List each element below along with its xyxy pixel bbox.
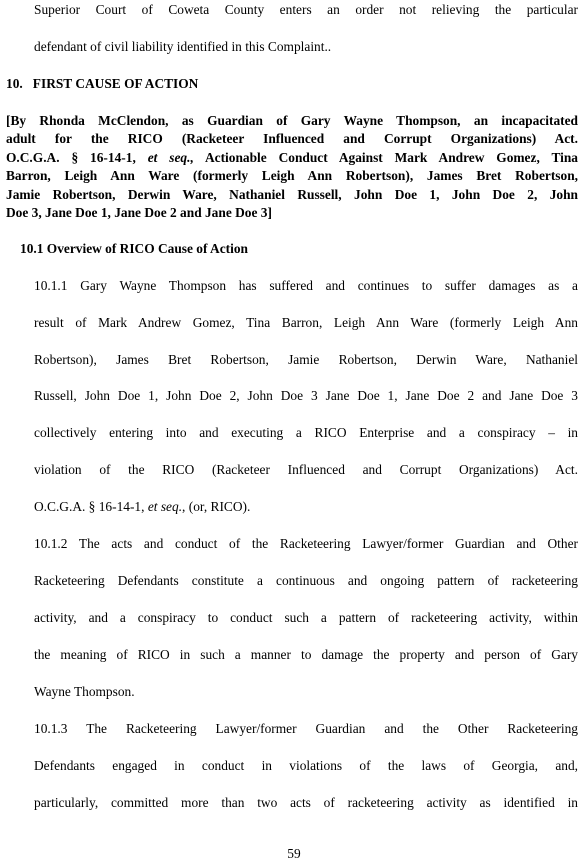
subsection-heading: 10.1 Overview of RICO Cause of Action	[20, 241, 248, 256]
continuation-line: Superior Court of Coweta County enters an order not relieving the particular	[34, 2, 578, 17]
paragraph-line: 10.1.1 Gary Wayne Thompson has suffered and continues to suffer damages as a	[34, 278, 578, 293]
section-number: 10.	[6, 76, 23, 91]
caption-line: O.C.G.A. § 16-14-1, et seq., Actionable Conduct Against Mark Andrew Gomez, Tina	[6, 150, 578, 165]
paragraph-line: O.C.G.A. § 16-14-1, et seq., (or, RICO).	[34, 499, 251, 514]
caption-line: Jamie Robertson, Derwin Ware, Nathaniel Russell, John Doe 1, John Doe 2, John	[6, 187, 578, 202]
paragraph-line: Defendants engaged in conduct in violations of the laws of Georgia, and,	[34, 758, 578, 773]
paragraph-line: Russell, John Doe 1, John Doe 2, John Doe 3 Jane Doe 1, Jane Doe 2 and Jane Doe 3	[34, 388, 578, 403]
paragraph-line: collectively entering into and executing a RICO Enterprise and a conspiracy – in	[34, 425, 578, 440]
caption-line: [By Rhonda McClendon, as Guardian of Gary Wayne Thompson, an incapacitated	[6, 113, 578, 128]
caption-line: Doe 3, Jane Doe 1, Jane Doe 2 and Jane Doe 3]	[6, 205, 272, 220]
section-heading	[6, 76, 198, 92]
paragraph-line: violation of the RICO (Racketeer Influenced and Corrupt Organizations) Act.	[34, 462, 578, 477]
paragraph-line: result of Mark Andrew Gomez, Tina Barron, Leigh Ann Ware (formerly Leigh Ann	[34, 315, 578, 330]
paragraph-line: 10.1.2 The acts and conduct of the Racketeering Lawyer/former Guardian and Other	[34, 536, 578, 551]
paragraph-line: activity, and a conspiracy to conduct such a pattern of racketeering activity, within	[34, 610, 578, 625]
paragraph-line: particularly, committed more than two acts of racketeering activity as identified in	[34, 795, 578, 810]
caption-line: Barron, Leigh Ann Ware (formerly Leigh Ann Robertson), James Bret Robertson,	[6, 168, 578, 183]
section-title: FIRST CAUSE OF ACTION	[32, 76, 199, 91]
paragraph-line: the meaning of RICO in such a manner to damage the property and person of Gary	[34, 647, 578, 662]
paragraph-line: 10.1.3 The Racketeering Lawyer/former Guardian and the Other Racketeering	[34, 721, 578, 736]
paragraph-line: Wayne Thompson.	[34, 684, 135, 699]
paragraph-line: Racketeering Defendants constitute a continuous and ongoing pattern of racketeering	[34, 573, 578, 588]
continuation-line: defendant of civil liability identified in this Complaint..	[34, 39, 332, 54]
caption-line: adult for the RICO (Racketeer Influenced and Corrupt Organizations) Act.	[6, 131, 578, 146]
paragraph-line: Robertson), James Bret Robertson, Jamie Robertson, Derwin Ware, Nathaniel	[34, 352, 578, 367]
page-number: 59	[287, 846, 301, 861]
